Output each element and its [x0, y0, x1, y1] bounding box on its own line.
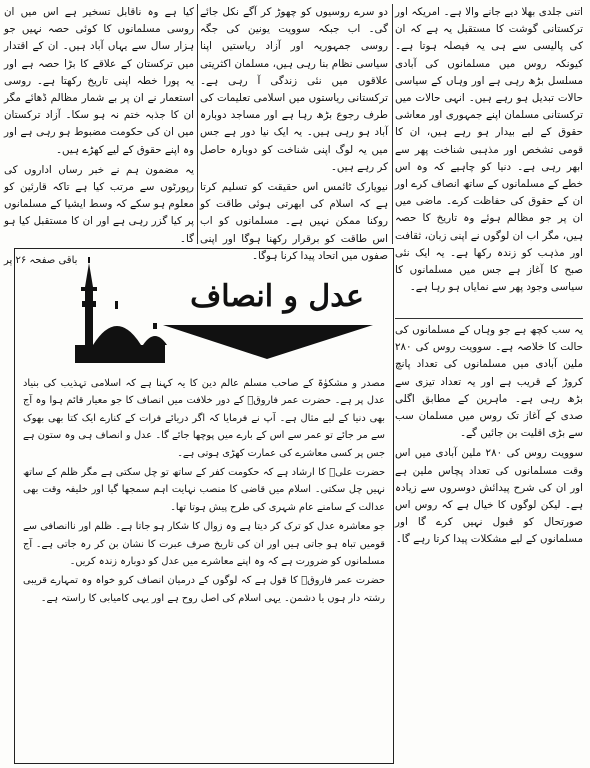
- column-divider-left: [197, 4, 198, 244]
- article-column-left: [4, 4, 194, 269]
- article-paragraph: یہ مضمون ہم نے خبر رساں اداروں کی رپورٹوں سے مرتب کیا ہے تاکہ قارئین کو معلوم ہو سکے کہ وسط ایشیا کے مسلمانوں پر کیا گزر رہی ہے اور ان کا مستقبل کیا ہو گا۔: [4, 163, 194, 245]
- article-paragraph: یہ سب کچھ ہے جو وہاں کے مسلمانوں کی حالت کا خلاصہ ہے۔ سوویت روس کی ۲۸۰ ملین آبادی میں مسلمانوں کی تعداد پانچ کروڑ کے قریب ہے اور یہ تعداد تیزی سے بڑھ رہی ہے۔ ماہرین کے مطابق اگلی صدی کے آغاز تک روس میں مسلمان سب سے بڑی اقلیت بن جائیں گے۔: [395, 324, 583, 440]
- article-paragraph: کیا ہے وہ ناقابل تسخیر ہے اس میں ان روسی مسلمانوں کا کوئی حصہ نہیں جو ہزار سال سے یہاں آباد ہیں۔ ان کے اقتدار میں ترکستان کے علاقے کا بڑا حصہ ہے اور یہ پورا خطہ اپنی تاریخ رکھتا ہے۔ روسی استعمار نے ان پر بے شمار مظالم ڈھائے مگر ان کا جذبہ ختم نہ ہو سکا۔ آزاد ترکستان میں ان کی حکومت مضبوط ہو رہی ہے اور وہ اپنے حقوق کے لیے کھڑے ہیں۔: [4, 6, 194, 156]
- article-section-lower-right: [395, 322, 583, 549]
- article-paragraph: سوویت روس کی ۲۸۰ ملین آبادی میں اس وقت مسلمانوں کی تعداد پچاس ملین ہے اور ان کی شرح پیدائش دوسروں سے زیادہ ہے۔ لیکن لوگوں کا خیال ہے کہ روس اس صورتحال کو قبول نہیں کرے گا اور مسلمانوں کے لیے مشکلات پیدا کرتا رہے گا۔: [395, 447, 583, 546]
- section-separator: [395, 318, 583, 319]
- continuation-note: باقی صفحہ ۲۶ پر: [4, 254, 78, 266]
- feature-paragraph: جو معاشرہ عدل کو ترک کر دیتا ہے وہ زوال کا شکار ہو جاتا ہے۔ ظلم اور ناانصافی سے قومیں تباہ ہو جاتی ہیں اور ان کی تاریخ صرف عبرت کا نشان بن کر رہ جاتی ہے۔ آج مسلمانوں کو ضرورت ہے کہ وہ اپنے معاشرے میں عدل کو دوبارہ زندہ کریں۔: [23, 521, 385, 568]
- feature-box-body: [23, 375, 385, 607]
- decorative-arrow-shape: [163, 325, 373, 359]
- feature-paragraph: مصدر و مشکوٰۃ کے صاحب مسلم عالم دین کا یہ کہنا ہے کہ اسلامی تہذیب کی بنیاد عدل پر ہے۔ حضرت عمر فاروقؓ کے دور خلافت میں انصاف کا جو معیار قائم ہوا وہ آج بھی دنیا کے لیے مثال ہے۔ آپ نے فرمایا کہ اگر دریائے فرات کے کنارے ایک کتا بھی بھوک سے مر جائے تو عمر سے اس کے بارے میں پوچھا جائے گا۔ عدل و انصاف ہی وہ ستون ہے جس پر کسی معاشرے کی عمارت کھڑی ہوتی ہے۔: [23, 378, 385, 459]
- column-divider-right: [392, 4, 393, 244]
- feature-paragraph: حضرت عمر فاروقؓ کا قول ہے کہ لوگوں کے درمیان انصاف کرو خواہ وہ تمہارے قریبی رشتہ دار ہوں یا دشمن۔ یہی اسلام کی اصل روح ہے اور یہی کامیابی کا راستہ ہے۔: [23, 575, 385, 604]
- feature-box-header: [15, 249, 393, 371]
- feature-paragraph: حضرت علیؓ کا ارشاد ہے کہ حکومت کفر کے ساتھ تو چل سکتی ہے مگر ظلم کے ساتھ نہیں چل سکتی۔ اسلام میں قاضی کا منصب نہایت اہم سمجھا گیا اور خلیفہ وقت بھی عدالت کے سامنے عام شہری کی طرح پیش ہوتا تھا۔: [23, 467, 385, 513]
- article-paragraph: دو سرے روسیوں کو چھوڑ کر آگے نکل جائے گی۔ اب جبکہ سوویت یونین کی جگہ روسی جمہوریہ اور آزاد ریاستیں اپنا سیاسی نظام بنا رہی ہیں، مسلمان اکثریتی علاقوں میں نئی زندگی آ رہی ہے۔ ترکستانی ریاستوں میں اسلامی تعلیمات کی طرف رجوع بڑھ رہا ہے اور مساجد دوبارہ آباد ہو رہی ہیں۔ یہ ایک نیا دور ہے جس میں یہ لوگ اپنی شناخت کو دوبارہ حاصل کر رہے ہیں۔: [200, 6, 388, 173]
- article-paragraph: نیویارک ٹائمس اس حقیقت کو تسلیم کرتا ہے کہ اسلام کی ابھرتی ہوئی طاقت کو روکنا ممکن نہیں ہے۔ مسلمانوں کو اب اس طاقت کو برقرار رکھنا ہوگا اور اپنی صفوں میں اتحاد پیدا کرنا ہوگا۔: [200, 181, 388, 262]
- feature-box-title: عدل و انصاف: [190, 279, 364, 314]
- article-column-right: [395, 4, 583, 296]
- feature-box-adl-o-insaf: [14, 248, 394, 764]
- article-column-middle: [200, 4, 388, 265]
- article-paragraph: اتنی جلدی بھلا دیے جانے والا ہے۔ امریکہ اور ترکستانی گوشت کا مستقبل یہ ہے کہ ان کی پالیسی سے ہی یہ فیصلہ ہوتا ہے۔ کیونکہ روس میں مسلمانوں کی آبادی مسلسل بڑھ رہی ہے اور وہاں کے سیاسی حالات تبدیل ہو رہے ہیں۔ انہی حالات میں ترکستانی مسلمان اپنے جمہوری اور معاشی حقوق کے لیے بیدار ہو رہے ہیں، ان کا قومی تشخص اور مذہبی شناخت پھر سے ابھر رہی ہے۔ دنیا کو چاہیے کہ وہ اس خطے کے مسلمانوں کے ساتھ انصاف کرے اور ان کے حقوق کی حفاظت کرے۔ ماضی میں ان پر جو مظالم ہوئے وہ تاریخ کا حصہ ہیں، مگر اب ان لوگوں نے اپنی زبان، ثقافت اور مذہب کو زندہ رکھا ہے۔ یہ ایک نئی صبح کا آغاز ہے جس میں مسلمانوں کا سیاسی وجود پھر سے نمایاں ہو رہا ہے۔: [395, 6, 583, 294]
